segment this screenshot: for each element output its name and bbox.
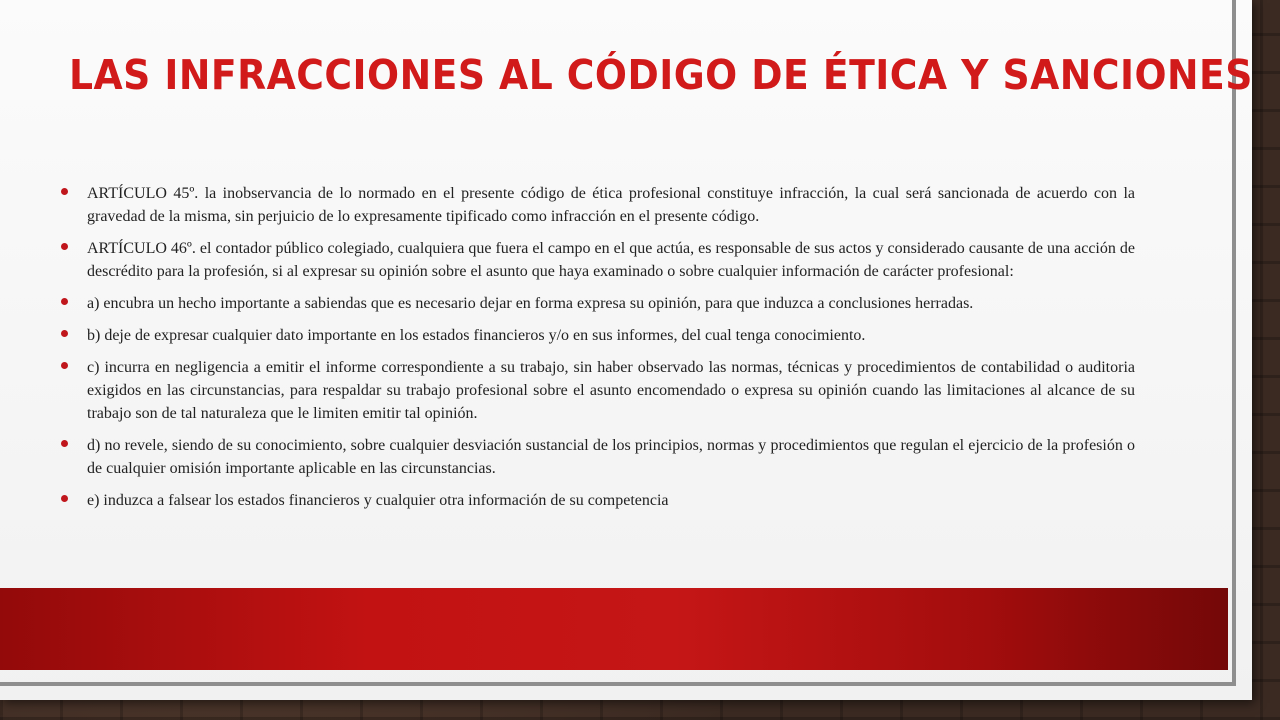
list-item bbox=[61, 489, 1135, 512]
list-item bbox=[61, 237, 1135, 283]
bullet-list bbox=[61, 182, 1135, 521]
item-text: c) incurra en negligencia a emitir el informe correspondiente a su trabajo, sin haber observado las normas, técnicas y procedimientos de contabilidad o auditoria exigidos en las circunstancias, para respaldar su trabajo profesional sobre el asunto encomendado o expresa su opinión cuando las limitaciones al alcance de su trabajo son de tal naturaleza que le limiten emitir tal opinión. bbox=[87, 359, 1135, 422]
list-item bbox=[61, 182, 1135, 228]
item-text: a) encubra un hecho importante a sabiendas que es necesario dejar en forma expresa su opinión, para que induzca a conclusiones herradas. bbox=[87, 295, 974, 312]
item-text: b) deje de expresar cualquier dato importante en los estados financieros y/o en sus informes, del cual tenga conocimiento. bbox=[87, 327, 866, 344]
item-text: d) no revele, siendo de su conocimiento, sobre cualquier desviación sustancial de los principios, normas y procedimientos que regulan el ejercicio de la profesión o de cualquier omisión importante aplicable en las circunstancias. bbox=[87, 437, 1135, 477]
list-item bbox=[61, 434, 1135, 480]
bullet-icon bbox=[61, 330, 68, 337]
item-text: ARTÍCULO 46º. el contador público colegiado, cualquiera que fuera el campo en el que actúa, es responsable de sus actos y considerado causante de una acción de descrédito para la profesión, si al expresar su opinión sobre el asunto que haya examinado o sobre cualquier información de carácter profesional: bbox=[87, 240, 1135, 280]
bullet-icon bbox=[61, 188, 68, 195]
bullet-icon bbox=[61, 243, 68, 250]
item-text: e) induzca a falsear los estados financieros y cualquier otra información de su competencia bbox=[87, 492, 669, 509]
slide-title: LAS INFRACCIONES AL CÓDIGO DE ÉTICA Y SANCIONES bbox=[69, 51, 1253, 99]
bullet-icon bbox=[61, 362, 68, 369]
bullet-icon bbox=[61, 440, 68, 447]
bullet-icon bbox=[61, 495, 68, 502]
item-text: ARTÍCULO 45º. la inobservancia de lo normado en el presente código de ética profesional constituye infracción, la cual será sancionada de acuerdo con la gravedad de la misma, sin perjuicio de lo expresamente tipificado como infracción en el presente código. bbox=[87, 185, 1135, 225]
bullet-icon bbox=[61, 298, 68, 305]
footer-band bbox=[0, 588, 1228, 670]
list-item bbox=[61, 356, 1135, 425]
list-item bbox=[61, 292, 1135, 315]
list-item bbox=[61, 324, 1135, 347]
